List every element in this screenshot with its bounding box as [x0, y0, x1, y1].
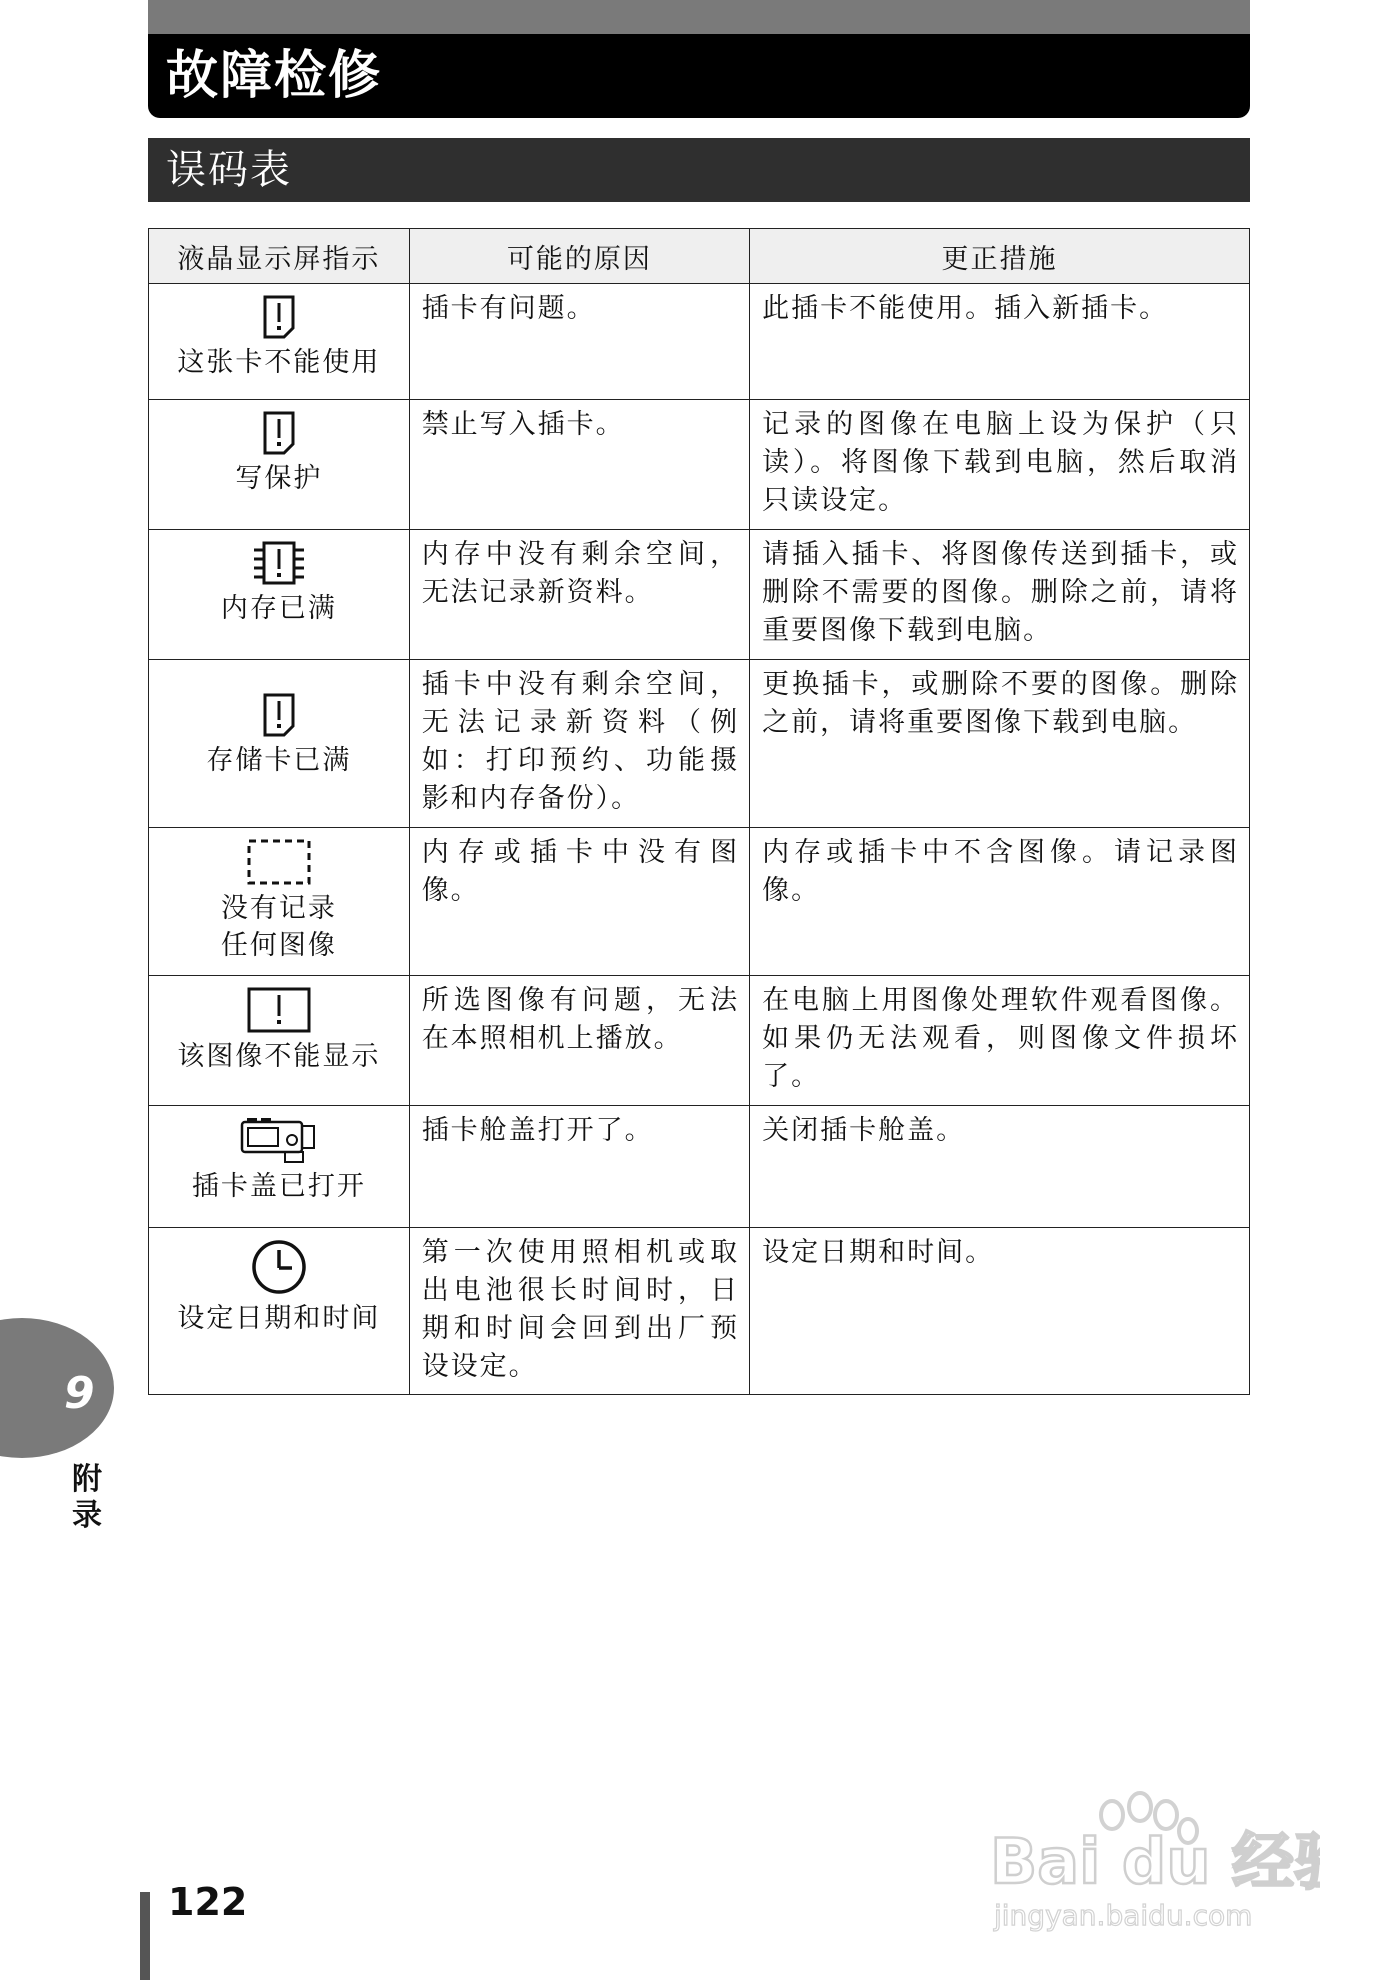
watermark-brand: Bai du 经验	[990, 1825, 1320, 1898]
table-header-row	[149, 229, 1250, 284]
page-number-bar	[140, 1892, 150, 1980]
remedy-cell: 更换插卡，或删除不要的图像。删除之前，请将重要图像下载到电脑。	[750, 660, 1250, 828]
card-cover-open-icon	[239, 1116, 319, 1164]
cause-cell: 插卡中没有剩余空间，无法记录新资料（例如：打印预约、功能摄影和内存备份）。	[409, 660, 749, 828]
table-row	[149, 1228, 1250, 1395]
table-row	[149, 660, 1250, 828]
remedy-cell: 记录的图像在电脑上设为保护（只读）。将图像下载到电脑，然后取消只读设定。	[750, 400, 1250, 530]
paw-icon	[990, 1775, 1320, 1935]
lcd-label: 写保护	[235, 463, 323, 494]
cause-cell: 第一次使用照相机或取出电池很长时间时，日期和时间会回到出厂预设设定。	[409, 1228, 749, 1395]
lcd-label: 没有记录	[220, 893, 337, 924]
lcd-label: 任何图像	[220, 930, 337, 961]
error-code-table	[148, 228, 1250, 1395]
lcd-cell	[149, 284, 410, 400]
card-error-icon	[262, 692, 296, 738]
memory-full-icon	[252, 540, 306, 586]
lcd-label: 该图像不能显示	[177, 1041, 381, 1072]
table-row	[149, 400, 1250, 530]
column-header: 可能的原因	[409, 229, 749, 284]
remedy-cell: 设定日期和时间。	[750, 1228, 1250, 1395]
table-row	[149, 828, 1250, 976]
cause-cell: 内存或插卡中没有图像。	[409, 828, 749, 976]
cause-cell: 内存中没有剩余空间，无法记录新资料。	[409, 530, 749, 660]
remedy-cell: 请插入插卡、将图像传送到插卡，或删除不需要的图像。删除之前，请将重要图像下载到电脑。	[750, 530, 1250, 660]
section-title: 误码表	[166, 147, 292, 193]
cause-cell: 插卡有问题。	[409, 284, 749, 400]
table-row	[149, 284, 1250, 400]
header-top-bar	[148, 0, 1250, 34]
lcd-cell	[149, 530, 410, 660]
cause-cell: 插卡舱盖打开了。	[409, 1106, 749, 1228]
remedy-cell: 内存或插卡中不含图像。请记录图像。	[750, 828, 1250, 976]
card-error-icon	[262, 294, 296, 340]
lcd-cell	[149, 828, 410, 976]
watermark-url: jingyan.baidu.com	[994, 1899, 1253, 1932]
page-number: 122	[168, 1880, 248, 1924]
cause-cell: 所选图像有问题，无法在本照相机上播放。	[409, 976, 749, 1106]
section-title-bar	[148, 138, 1250, 202]
remedy-cell: 此插卡不能使用。插入新插卡。	[750, 284, 1250, 400]
table-row	[149, 1106, 1250, 1228]
chapter-label: 附录	[72, 1462, 102, 1533]
lcd-label: 插卡盖已打开	[191, 1171, 366, 1202]
chapter-tab	[0, 1318, 114, 1458]
lcd-cell	[149, 1106, 410, 1228]
lcd-cell	[149, 1228, 410, 1395]
lcd-label: 这张卡不能使用	[177, 347, 381, 378]
card-error-icon	[262, 410, 296, 456]
lcd-cell	[149, 660, 410, 828]
lcd-cell	[149, 976, 410, 1106]
cause-cell: 禁止写入插卡。	[409, 400, 749, 530]
chapter-number: 9	[64, 1368, 95, 1419]
remedy-cell: 关闭插卡舱盖。	[750, 1106, 1250, 1228]
clock-icon	[250, 1238, 308, 1296]
page-title: 故障检修	[166, 46, 383, 106]
lcd-label: 内存已满	[220, 593, 337, 624]
baidu-watermark	[990, 1775, 1320, 1935]
column-header: 更正措施	[750, 229, 1250, 284]
lcd-cell	[149, 400, 410, 530]
remedy-cell: 在电脑上用图像处理软件观看图像。如果仍无法观看，则图像文件损坏了。	[750, 976, 1250, 1106]
picture-error-icon	[246, 986, 312, 1034]
lcd-label: 存储卡已满	[206, 745, 352, 776]
lcd-label: 设定日期和时间	[177, 1303, 381, 1334]
table-row	[149, 976, 1250, 1106]
page-title-bar	[148, 34, 1250, 118]
no-picture-icon	[246, 838, 312, 886]
table-row	[149, 530, 1250, 660]
column-header: 液晶显示屏指示	[149, 229, 410, 284]
